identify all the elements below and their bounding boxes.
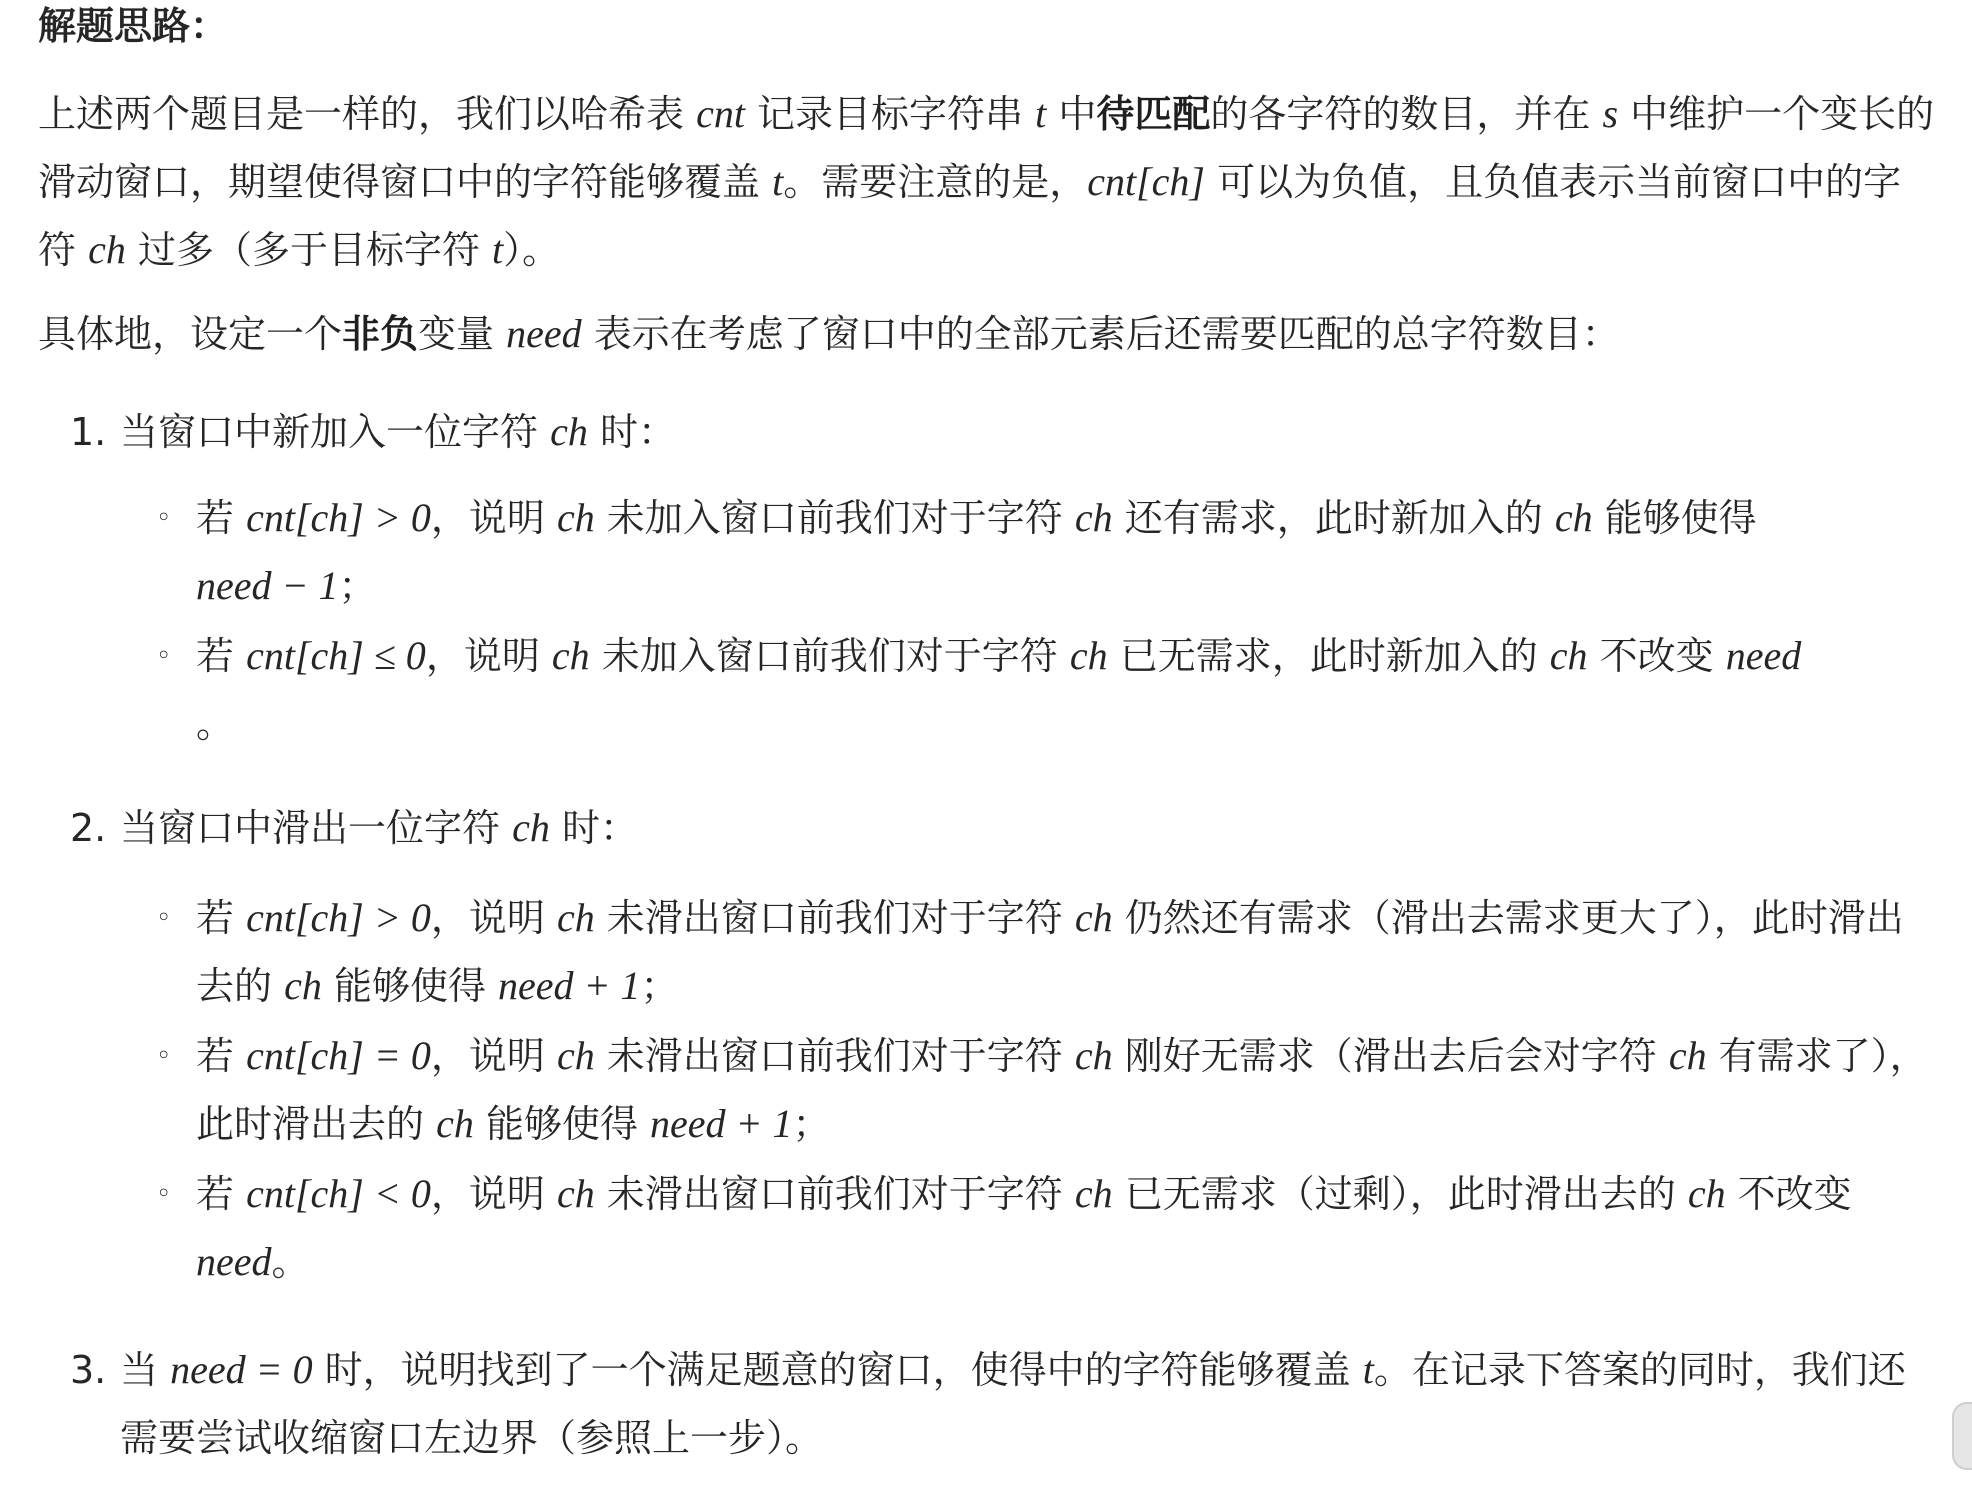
text: 能够使得 (1592, 496, 1757, 540)
text: ，说明 (430, 1034, 557, 1078)
text: ； (792, 1102, 831, 1146)
math-ch: ch (550, 409, 588, 454)
text: 未滑出窗口前我们对于字符 (594, 1034, 1075, 1078)
bold-text: 非负 (342, 312, 419, 356)
math-t: t (1362, 1347, 1374, 1392)
math-ch: ch (512, 805, 550, 850)
text: 时，说明找到了一个满足题意的窗口，使得中的字符能够覆盖 (312, 1348, 1363, 1392)
text: 。 (196, 702, 235, 746)
math-ch: ch (556, 895, 595, 940)
text: 表示在考虑了窗口中的全部元素后还需要匹配的总字符数目： (581, 312, 1620, 356)
text: 若 (196, 896, 247, 940)
math-need: need (506, 311, 582, 356)
math-ch: ch (88, 227, 126, 272)
intro-paragraph (38, 80, 1938, 284)
need-paragraph (38, 300, 1938, 368)
text: 若 (196, 634, 247, 678)
text: 未滑出窗口前我们对于字符 (594, 896, 1075, 940)
bullet-icon: ◦ (156, 1041, 172, 1071)
text: 。需要注意的是， (783, 160, 1088, 204)
text: 能够使得 (473, 1102, 651, 1146)
math-cnt: cnt (696, 91, 745, 136)
text: 中维护一个变长的滑动窗口，期望使得窗口中的字符能够覆盖 (38, 92, 1935, 204)
math-condition: cnt[ch] > 0 (246, 495, 431, 540)
bullet-icon: ◦ (156, 1179, 172, 1209)
math-cnt-ch: cnt[ch] (1087, 159, 1205, 204)
text: 。 (271, 1240, 310, 1284)
text: 未滑出窗口前我们对于字符 (594, 1172, 1075, 1216)
text: 未加入窗口前我们对于字符 (589, 634, 1070, 678)
text: ）。 (503, 228, 561, 272)
math-t: t (772, 159, 784, 204)
text: 当 (120, 1348, 171, 1392)
math-need: need (1725, 633, 1802, 678)
bullet-icon: ◦ (156, 641, 172, 671)
text: 已无需求，此时新加入的 (1107, 634, 1550, 678)
math-t: t (1035, 91, 1047, 136)
text: ； (640, 964, 679, 1008)
math-ch: ch (1554, 495, 1593, 540)
text: 刚好无需求（滑出去后会对字符 (1112, 1034, 1669, 1078)
list-number: 2. (70, 806, 107, 850)
text: 具体地，设定一个 (38, 312, 343, 356)
math-ch: ch (1549, 633, 1588, 678)
bold-text: 待匹配 (1096, 92, 1211, 136)
text: 若 (196, 1172, 247, 1216)
text: 若 (196, 1034, 247, 1078)
bullet-icon: ◦ (156, 903, 172, 933)
math-condition: cnt[ch] > 0 (246, 895, 431, 940)
math-ch: ch (556, 1033, 595, 1078)
math-ch: ch (1074, 1171, 1113, 1216)
text: 不改变 (1587, 634, 1726, 678)
text: 。在记录下答案的同时，我们还需要尝试收缩窗口左边界（参照上一步）。 (120, 1348, 1906, 1460)
text: ，说明 (430, 1172, 557, 1216)
text: 时： (587, 410, 676, 454)
math-ch: ch (1074, 1033, 1113, 1078)
text: ，说明 (430, 896, 557, 940)
text: 中 (1046, 92, 1097, 136)
math-ch: ch (436, 1101, 474, 1146)
text: 未加入窗口前我们对于字符 (594, 496, 1075, 540)
text: 还有需求，此时新加入的 (1112, 496, 1555, 540)
text: 上述两个题目是一样的，我们以哈希表 (38, 92, 697, 136)
text: 已无需求（过剩），此时滑出去的 (1112, 1172, 1688, 1216)
bullet-icon: ◦ (156, 503, 172, 533)
list-number: 3. (70, 1348, 107, 1392)
text: 的各字符的数目，并在 (1210, 92, 1603, 136)
scroll-handle[interactable] (1952, 1402, 1972, 1470)
math-ch: ch (284, 963, 322, 1008)
text: ，说明 (430, 496, 557, 540)
math-need-expr: need + 1 (650, 1101, 793, 1146)
math-ch: ch (551, 633, 590, 678)
section-heading: 解题思路： (38, 4, 229, 48)
text: 若 (196, 496, 247, 540)
text: 不改变 (1725, 1172, 1852, 1216)
math-condition: cnt[ch] = 0 (246, 1033, 431, 1078)
text: ，说明 (425, 634, 552, 678)
math-ch: ch (1074, 895, 1113, 940)
math-need-zero: need = 0 (170, 1347, 313, 1392)
text: 过多（多于目标字符 (125, 228, 493, 272)
text: ； (338, 564, 377, 608)
math-condition: cnt[ch] ≤ 0 (246, 633, 426, 678)
text: 能够使得 (321, 964, 499, 1008)
math-condition: cnt[ch] < 0 (246, 1171, 431, 1216)
text: 当窗口中新加入一位字符 (120, 410, 551, 454)
math-ch: ch (556, 495, 595, 540)
math-ch: ch (1668, 1033, 1707, 1078)
text: 仍然还有需求（滑出去需求更大了），此时滑出去的 (196, 896, 1904, 1008)
text: 时： (549, 806, 638, 850)
text: 当窗口中滑出一位字符 (120, 806, 513, 850)
math-ch: ch (1069, 633, 1108, 678)
math-need: need (196, 1239, 272, 1284)
math-t: t (492, 227, 504, 272)
math-need-expr: need + 1 (498, 963, 641, 1008)
list-number: 1. (70, 410, 107, 454)
math-s: s (1602, 91, 1619, 136)
math-ch: ch (1687, 1171, 1726, 1216)
math-ch: ch (1074, 495, 1113, 540)
text: 可以为负值，且负值表示当前窗口中的字符 (38, 160, 1902, 272)
text: 有需求了），此时滑出去的 (196, 1034, 1928, 1146)
text: 变量 (418, 312, 507, 356)
math-ch: ch (556, 1171, 595, 1216)
text: 记录目标字符串 (744, 92, 1036, 136)
math-need-expr: need − 1 (196, 563, 339, 608)
